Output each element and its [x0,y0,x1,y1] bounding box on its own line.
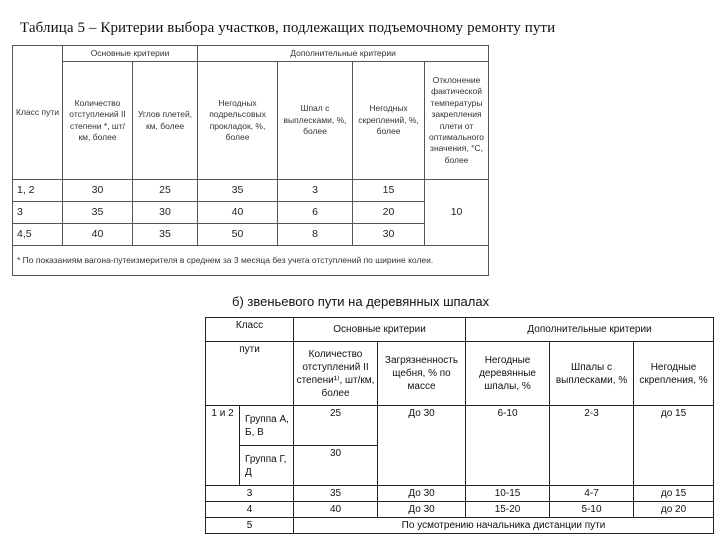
table-cell: 30 [133,202,198,224]
table-b [205,317,714,534]
table-cell: 25 [133,180,198,202]
table-cell: До 30 [378,486,466,502]
table-a-col-pads: Негодных подрельсовых прокладок, %, более [198,62,278,180]
table-b-subtitle: б) звеньевого пути на деревянных шпалах [232,294,490,309]
table-b-col-shoulders: Шпалы с выплесками, % [550,342,634,406]
table-cell: 35 [198,180,278,202]
table-b-col-fasteners: Негодные скрепления, % [634,342,714,406]
table-b-col-pollution: Загрязненность щебня, % по массе [378,342,466,406]
table-row [13,180,489,202]
table-cell: 30 [63,180,133,202]
table-cell: 5 [206,518,294,534]
table-cell: 6 [278,202,353,224]
table-a-class-header: Класс пути [13,46,63,180]
table-row [206,518,714,534]
table-cell: 40 [294,502,378,518]
table-cell: 30 [353,224,425,246]
table-b-class-header: Класс [206,318,294,342]
table-cell: 6-10 [466,406,550,486]
page-title: Таблица 5 – Критерии выбора участков, подлежащих подъемочному ремонту пути [20,20,556,36]
table-a-col-angles: Углов плетей, км, более [133,62,198,180]
table-row [206,502,714,518]
table-a-col-shoulders: Шпал с выплесками, %, более [278,62,353,180]
table-b-class-header-2: пути [206,342,294,406]
table-cell: 20 [353,202,425,224]
table-a-group-main: Основные критерии [63,46,198,62]
table-cell: 3 [206,486,294,502]
table-b-row5-note: По усмотрению начальника дистанции пути [294,518,714,534]
table-cell: до 15 [634,486,714,502]
table-cell: до 20 [634,502,714,518]
table-cell: 8 [278,224,353,246]
table-row [13,224,489,246]
table-a [12,45,489,276]
table-cell: 40 [198,202,278,224]
table-cell: до 15 [634,406,714,486]
table-cell: До 30 [378,406,466,486]
table-cell: 5-10 [550,502,634,518]
table-cell: 50 [198,224,278,246]
table-cell: 35 [133,224,198,246]
table-a-col-temperature: Отклонение фактической температуры закрепления плети от оптимального значения, °С, более [425,62,489,180]
table-a-group-extra: Дополнительные критерии [198,46,489,62]
table-b-group-extra: Дополнительные критерии [466,318,714,342]
table-b-col-deviations: Количество отступлений II степени¹⁾, шт/км, более [294,342,378,406]
table-cell: 10-15 [466,486,550,502]
table-cell: 35 [63,202,133,224]
table-b-group-abv: Группа А, Б, В [240,406,294,446]
table-row [206,406,714,446]
table-a-temp-value: 10 [425,180,489,246]
table-cell: 4 [206,502,294,518]
table-b-group-gd: Группа Г, Д [240,446,294,486]
table-cell: 4,5 [13,224,63,246]
table-cell: 30 [294,446,378,486]
table-b-class-12: 1 и 2 [206,406,240,486]
table-cell: 3 [13,202,63,224]
table-cell: До 30 [378,502,466,518]
table-cell: 4-7 [550,486,634,502]
table-row [206,486,714,502]
table-row [13,202,489,224]
table-cell: 25 [294,406,378,446]
table-b-col-sleepers: Негодные деревянные шпалы, % [466,342,550,406]
table-cell: 40 [63,224,133,246]
table-cell: 15-20 [466,502,550,518]
table-a-footnote: * По показаниям вагона-путеизмерителя в среднем за 3 месяца без учета отступлений по ширине колеи. [13,246,489,276]
table-a-col-fasteners: Негодных скреплений, %, более [353,62,425,180]
table-cell: 3 [278,180,353,202]
table-b-group-main: Основные критерии [294,318,466,342]
table-cell: 2-3 [550,406,634,486]
table-a-col-deviations: Количество отступлений II степени *, шт/км, более [63,62,133,180]
table-cell: 35 [294,486,378,502]
table-cell: 15 [353,180,425,202]
table-cell: 1, 2 [13,180,63,202]
